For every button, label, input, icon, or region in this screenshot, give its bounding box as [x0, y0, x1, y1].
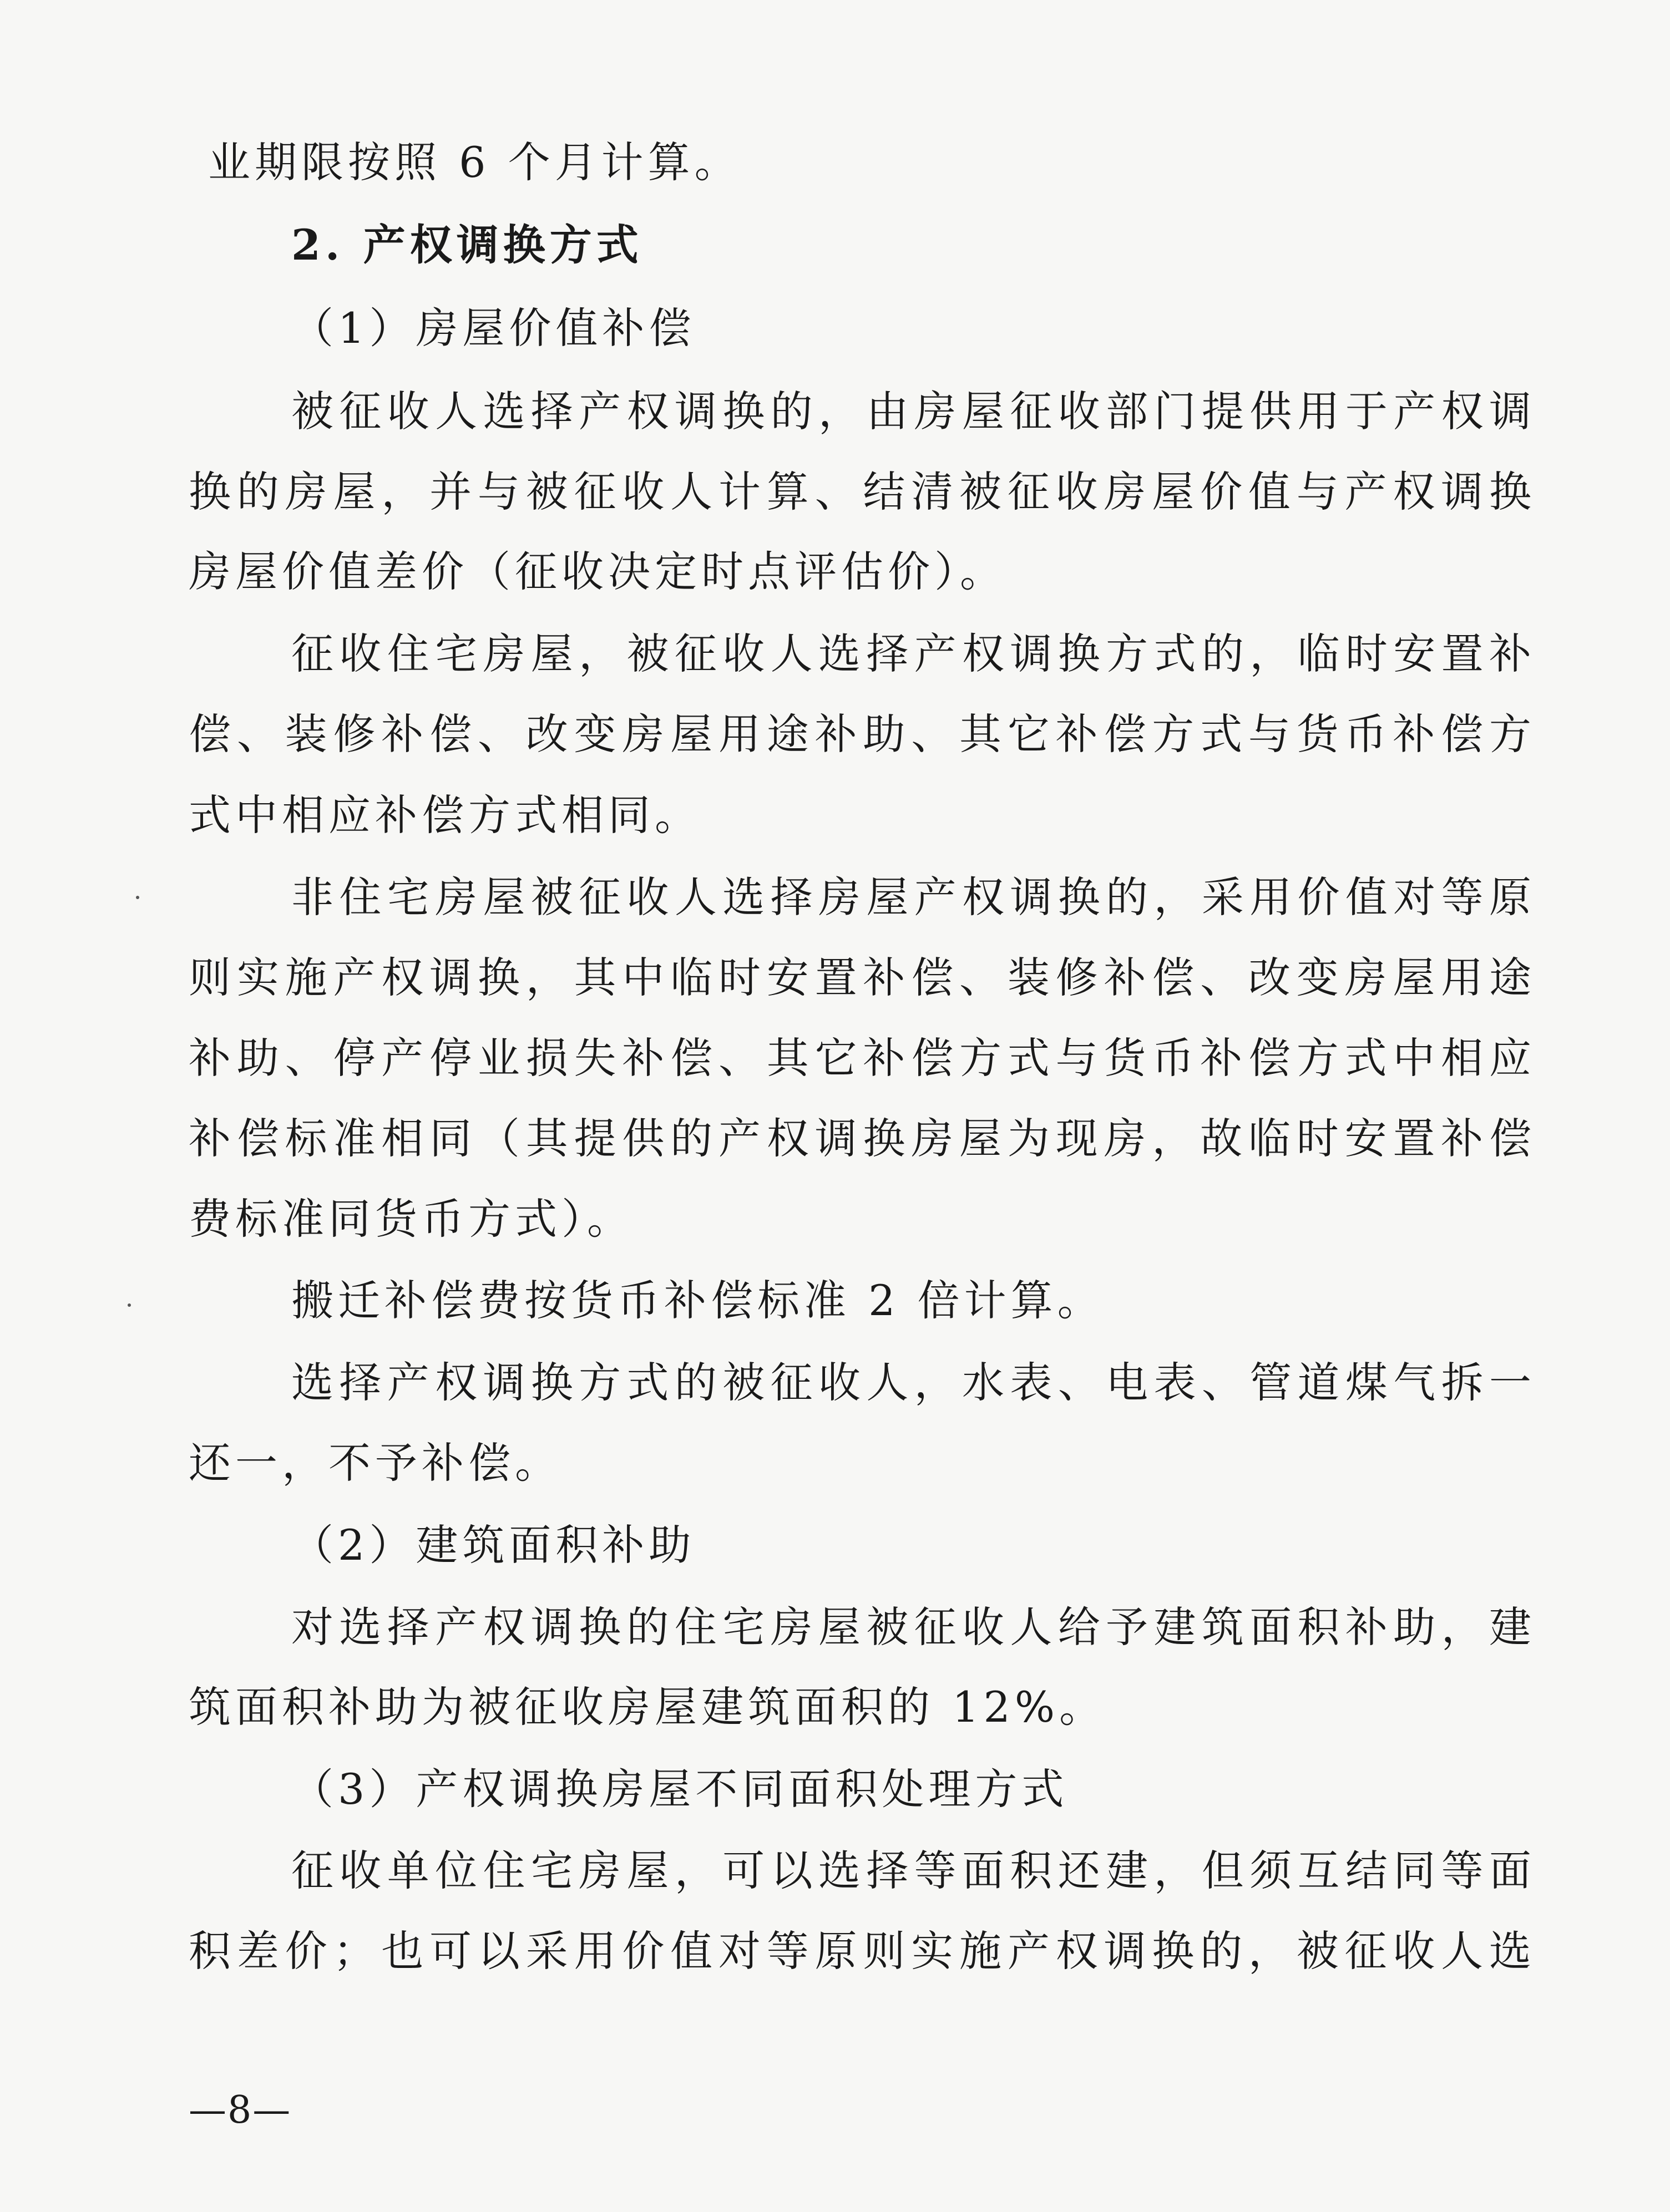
subsection-heading-house-value-compensation: （1）房屋价值补偿 [291, 303, 696, 353]
paragraph-line: 对选择产权调换的住宅房屋被征收人给予建筑面积补助，建 [291, 1602, 1531, 1652]
paragraph-line: 筑面积补助为被征收房屋建筑面积的 12%。 [189, 1682, 1106, 1732]
paragraph-line: 积差价；也可以采用价值对等原则实施产权调换的，被征收人选 [189, 1926, 1531, 1976]
paragraph-line: 征收住宅房屋，被征收人选择产权调换方式的，临时安置补 [291, 629, 1531, 678]
paragraph-line: 房屋价值差价（征收决定时点评估价）。 [189, 547, 1006, 596]
paragraph-line: 补偿标准相同（其提供的产权调换房屋为现房，故临时安置补偿 [189, 1114, 1531, 1163]
paragraph-line: 被征收人选择产权调换的，由房屋征收部门提供用于产权调 [291, 387, 1531, 436]
scan-speck [136, 896, 139, 899]
paragraph-line: 非住宅房屋被征收人选择房屋产权调换的，采用价值对等原 [291, 872, 1531, 922]
paragraph-line: 偿、装修补偿、改变房屋用途补助、其它补偿方式与货币补偿方 [189, 709, 1531, 759]
paragraph-line: 换的房屋，并与被征收人计算、结清被征收房屋价值与产权调换 [189, 467, 1531, 516]
page-number: —8— [189, 2088, 292, 2132]
paragraph-line: 选择产权调换方式的被征收人，水表、电表、管道煤气拆一 [291, 1358, 1531, 1407]
paragraph-line: 补助、停产停业损失补偿、其它补偿方式与货币补偿方式中相应 [189, 1033, 1531, 1083]
paragraph-line: 征收单位住宅房屋，可以选择等面积还建，但须互结同等面 [291, 1846, 1531, 1895]
subsection-heading-floor-area-subsidy: （2）建筑面积补助 [291, 1520, 696, 1570]
paragraph-line: 式中相应补偿方式相同。 [189, 790, 701, 840]
scan-speck [128, 1303, 131, 1307]
text-line-1: 业期限按照 6 个月计算。 [208, 138, 741, 187]
section-heading-property-exchange: 2. 产权调换方式 [291, 220, 643, 270]
paragraph-line: 搬迁补偿费按货币补偿标准 2 倍计算。 [291, 1276, 1104, 1325]
paragraph-line: 费标准同货币方式）。 [189, 1194, 634, 1244]
subsection-heading-different-area-handling: （3）产权调换房屋不同面积处理方式 [291, 1764, 1069, 1814]
paragraph-line: 则实施产权调换，其中临时安置补偿、装修补偿、改变房屋用途 [189, 953, 1531, 1002]
paragraph-line: 还一，不予补偿。 [189, 1438, 561, 1488]
